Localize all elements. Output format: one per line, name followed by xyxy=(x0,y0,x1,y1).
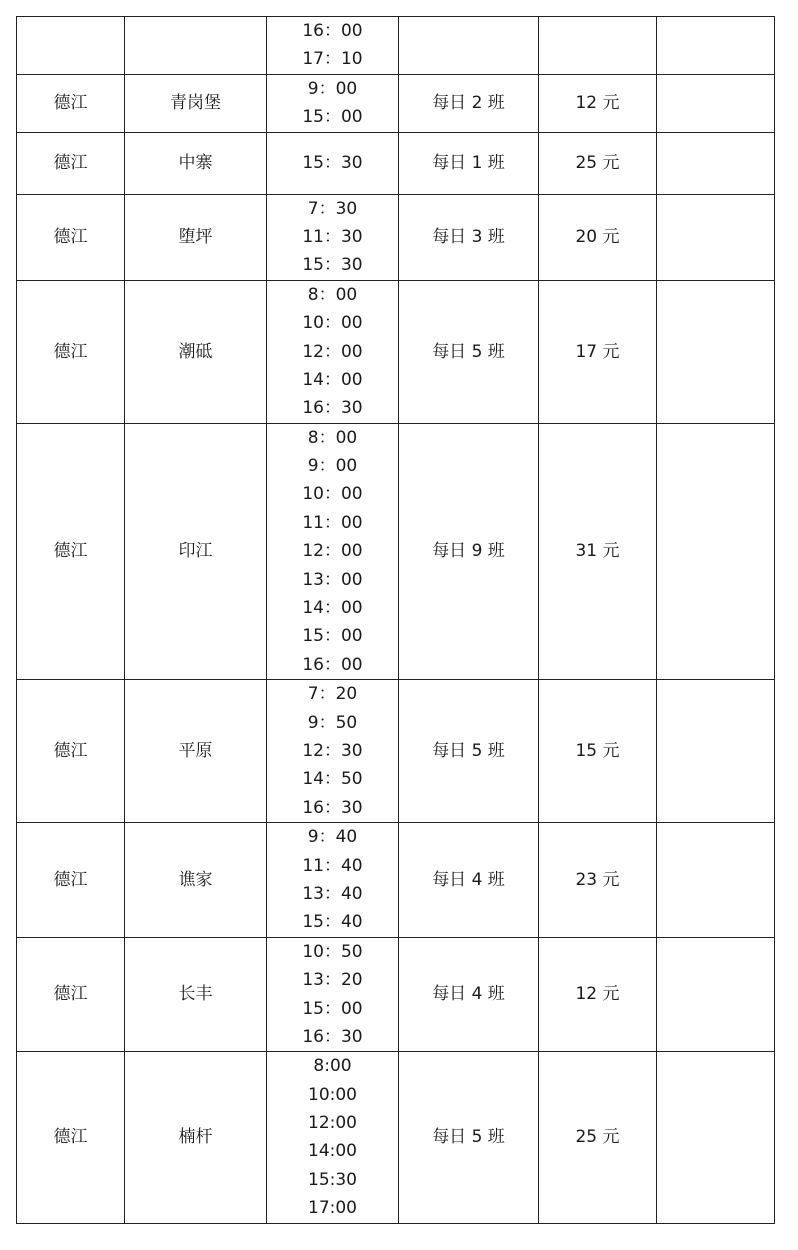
frequency-cell: 每日 1 班 xyxy=(399,132,539,194)
destination-cell xyxy=(125,17,267,75)
departure-time: 9：50 xyxy=(307,712,358,733)
destination-cell: 楠杆 xyxy=(125,1052,267,1223)
origin-cell xyxy=(17,17,125,75)
departure-times-cell xyxy=(267,74,399,132)
note-cell xyxy=(657,17,775,75)
departure-time: 16：30 xyxy=(302,1026,363,1047)
departure-time: 7：20 xyxy=(307,684,358,705)
frequency-cell: 每日 2 班 xyxy=(399,74,539,132)
departure-times-cell xyxy=(267,1052,399,1223)
departure-times-list xyxy=(267,195,398,280)
destination-cell: 潮砥 xyxy=(125,280,267,423)
departure-time: 14：00 xyxy=(302,369,363,390)
note-cell xyxy=(657,680,775,823)
note-cell xyxy=(657,823,775,938)
departure-times-cell xyxy=(267,423,399,680)
departure-time: 12：00 xyxy=(302,541,363,562)
departure-time: 14：50 xyxy=(302,769,363,790)
departure-time: 14：00 xyxy=(302,598,363,619)
price-cell: 20 元 xyxy=(539,194,657,280)
departure-time: 11：00 xyxy=(302,512,363,533)
departure-times-cell xyxy=(267,823,399,938)
origin-cell: 德江 xyxy=(17,680,125,823)
departure-time: 15：30 xyxy=(302,255,363,276)
bus-schedule-table xyxy=(16,16,775,1224)
departure-time: 15：00 xyxy=(302,626,363,647)
table-row xyxy=(17,680,775,823)
note-cell xyxy=(657,194,775,280)
destination-cell: 印江 xyxy=(125,423,267,680)
departure-times-list xyxy=(267,1052,398,1222)
origin-cell: 德江 xyxy=(17,280,125,423)
departure-time: 15：00 xyxy=(302,107,363,128)
frequency-cell: 每日 4 班 xyxy=(399,937,539,1052)
departure-time: 10:00 xyxy=(308,1084,357,1105)
note-cell xyxy=(657,423,775,680)
departure-time: 8：00 xyxy=(307,284,358,305)
departure-times-list xyxy=(267,149,398,177)
note-cell xyxy=(657,280,775,423)
departure-times-cell xyxy=(267,680,399,823)
destination-cell: 中寨 xyxy=(125,132,267,194)
departure-times-list xyxy=(267,424,398,680)
departure-times-cell xyxy=(267,132,399,194)
departure-times-cell xyxy=(267,194,399,280)
note-cell xyxy=(657,937,775,1052)
departure-times-list xyxy=(267,680,398,822)
destination-cell: 长丰 xyxy=(125,937,267,1052)
departure-times-cell xyxy=(267,937,399,1052)
origin-cell: 德江 xyxy=(17,423,125,680)
note-cell xyxy=(657,1052,775,1223)
frequency-cell: 每日 5 班 xyxy=(399,1052,539,1223)
departure-time: 10：00 xyxy=(302,313,363,334)
departure-times-cell xyxy=(267,280,399,423)
departure-time: 16：30 xyxy=(302,797,363,818)
destination-cell: 平原 xyxy=(125,680,267,823)
departure-time: 12：30 xyxy=(302,740,363,761)
price-cell: 12 元 xyxy=(539,74,657,132)
destination-cell: 堕坪 xyxy=(125,194,267,280)
departure-time: 15：40 xyxy=(302,912,363,933)
frequency-cell: 每日 9 班 xyxy=(399,423,539,680)
table-row xyxy=(17,194,775,280)
schedule-body xyxy=(17,17,775,1224)
departure-time: 15:30 xyxy=(308,1169,357,1190)
departure-times-list xyxy=(267,281,398,423)
departure-time: 16：00 xyxy=(302,21,363,41)
origin-cell: 德江 xyxy=(17,194,125,280)
departure-time: 11：40 xyxy=(302,855,363,876)
departure-times-list xyxy=(267,17,398,74)
price-cell xyxy=(539,17,657,75)
destination-cell: 谯家 xyxy=(125,823,267,938)
destination-cell: 青岗堡 xyxy=(125,74,267,132)
price-cell: 12 元 xyxy=(539,937,657,1052)
departure-time: 13：20 xyxy=(302,970,363,991)
departure-time: 15：00 xyxy=(302,998,363,1019)
table-row xyxy=(17,132,775,194)
frequency-cell: 每日 4 班 xyxy=(399,823,539,938)
departure-time: 12：00 xyxy=(302,341,363,362)
frequency-cell xyxy=(399,17,539,75)
departure-time: 16：30 xyxy=(302,398,363,419)
departure-time: 9：00 xyxy=(307,78,358,99)
origin-cell: 德江 xyxy=(17,132,125,194)
table-row xyxy=(17,423,775,680)
table-row xyxy=(17,280,775,423)
table-row xyxy=(17,74,775,132)
departure-time: 7：30 xyxy=(307,198,358,219)
table-row xyxy=(17,823,775,938)
departure-time: 14:00 xyxy=(308,1141,357,1162)
departure-time: 13：00 xyxy=(302,569,363,590)
frequency-cell: 每日 3 班 xyxy=(399,194,539,280)
price-cell: 31 元 xyxy=(539,423,657,680)
departure-times-list xyxy=(267,75,398,132)
departure-time: 9：40 xyxy=(307,827,358,848)
departure-time: 8：00 xyxy=(307,427,358,448)
departure-times-list xyxy=(267,823,398,937)
origin-cell: 德江 xyxy=(17,74,125,132)
price-cell: 25 元 xyxy=(539,1052,657,1223)
departure-time: 10：00 xyxy=(302,484,363,505)
departure-times-list xyxy=(267,938,398,1052)
table-row xyxy=(17,1052,775,1223)
frequency-cell: 每日 5 班 xyxy=(399,280,539,423)
departure-times-cell xyxy=(267,17,399,75)
departure-time: 13：40 xyxy=(302,883,363,904)
origin-cell: 德江 xyxy=(17,823,125,938)
departure-time: 16：00 xyxy=(302,654,363,675)
departure-time: 12:00 xyxy=(308,1113,357,1134)
origin-cell: 德江 xyxy=(17,1052,125,1223)
departure-time: 8:00 xyxy=(313,1056,352,1077)
departure-time: 11：30 xyxy=(302,226,363,247)
note-cell xyxy=(657,132,775,194)
table-row xyxy=(17,17,775,75)
table-row xyxy=(17,937,775,1052)
price-cell: 15 元 xyxy=(539,680,657,823)
price-cell: 25 元 xyxy=(539,132,657,194)
origin-cell: 德江 xyxy=(17,937,125,1052)
departure-time: 10：50 xyxy=(302,941,363,962)
price-cell: 23 元 xyxy=(539,823,657,938)
departure-time: 9：00 xyxy=(307,456,358,477)
note-cell xyxy=(657,74,775,132)
departure-time: 17：10 xyxy=(302,49,363,70)
price-cell: 17 元 xyxy=(539,280,657,423)
frequency-cell: 每日 5 班 xyxy=(399,680,539,823)
departure-time: 17:00 xyxy=(308,1198,357,1219)
departure-time: 15：30 xyxy=(302,152,363,173)
